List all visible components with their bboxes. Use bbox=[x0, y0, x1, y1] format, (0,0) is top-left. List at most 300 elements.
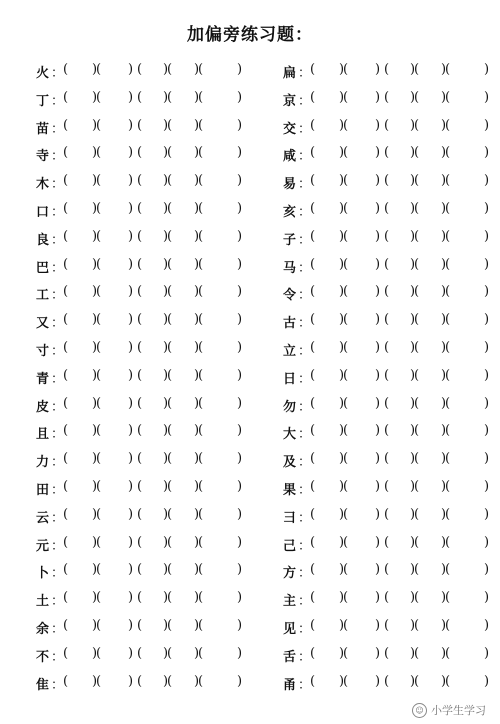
paren-close: ) bbox=[237, 117, 243, 133]
paren-open: ( bbox=[198, 451, 204, 467]
paren-open: ( bbox=[167, 673, 173, 689]
paren-open: ( bbox=[167, 339, 173, 355]
paren-close: ) bbox=[441, 423, 447, 439]
exercise-row bbox=[283, 419, 490, 447]
paren-close: ) bbox=[92, 228, 98, 244]
paren-open: ( bbox=[445, 395, 451, 411]
colon: ： bbox=[51, 204, 65, 220]
paren-close: ) bbox=[375, 451, 381, 467]
paren-close: ) bbox=[339, 451, 345, 467]
base-character: 日 bbox=[283, 371, 297, 387]
paren-open: ( bbox=[384, 339, 390, 355]
paren-close: ) bbox=[441, 284, 447, 300]
paren-open: ( bbox=[63, 562, 69, 578]
paren-open: ( bbox=[343, 562, 349, 578]
colon: ： bbox=[51, 455, 65, 471]
paren-close: ) bbox=[92, 89, 98, 105]
paren-open: ( bbox=[310, 173, 316, 189]
paren-open: ( bbox=[343, 590, 349, 606]
paren-open: ( bbox=[96, 590, 102, 606]
paren-close: ) bbox=[128, 395, 134, 411]
paren-open: ( bbox=[137, 228, 143, 244]
paren-open: ( bbox=[445, 451, 451, 467]
paren-open: ( bbox=[96, 534, 102, 550]
paren-close: ) bbox=[375, 562, 381, 578]
paren-close: ) bbox=[410, 562, 416, 578]
colon: ： bbox=[298, 93, 312, 109]
paren-open: ( bbox=[137, 562, 143, 578]
exercise-row bbox=[283, 447, 490, 475]
paren-open: ( bbox=[198, 256, 204, 272]
paren-close: ) bbox=[441, 534, 447, 550]
paren-close: ) bbox=[441, 256, 447, 272]
paren-close: ) bbox=[375, 312, 381, 328]
exercise-row bbox=[283, 503, 490, 531]
paren-open: ( bbox=[384, 117, 390, 133]
exercise-row bbox=[36, 280, 243, 308]
paren-open: ( bbox=[167, 534, 173, 550]
base-character: 见 bbox=[283, 621, 297, 637]
paren-open: ( bbox=[63, 256, 69, 272]
paren-open: ( bbox=[63, 645, 69, 661]
paren-close: ) bbox=[375, 339, 381, 355]
colon: ： bbox=[51, 177, 65, 193]
paren-open: ( bbox=[384, 451, 390, 467]
paren-open: ( bbox=[414, 673, 420, 689]
colon: ： bbox=[51, 288, 65, 304]
paren-open: ( bbox=[63, 117, 69, 133]
paren-open: ( bbox=[343, 423, 349, 439]
colon: ： bbox=[51, 510, 65, 526]
paren-open: ( bbox=[167, 645, 173, 661]
paren-close: ) bbox=[484, 451, 490, 467]
paren-close: ) bbox=[128, 256, 134, 272]
paren-open: ( bbox=[310, 590, 316, 606]
paren-open: ( bbox=[343, 284, 349, 300]
paren-open: ( bbox=[384, 367, 390, 383]
paren-close: ) bbox=[441, 62, 447, 77]
paren-close: ) bbox=[410, 339, 416, 355]
paren-open: ( bbox=[167, 145, 173, 161]
paren-open: ( bbox=[343, 617, 349, 633]
exercise-row bbox=[36, 586, 243, 614]
paren-open: ( bbox=[445, 673, 451, 689]
paren-close: ) bbox=[339, 617, 345, 633]
paren-open: ( bbox=[384, 89, 390, 105]
paren-close: ) bbox=[339, 534, 345, 550]
paren-open: ( bbox=[167, 395, 173, 411]
paren-open: ( bbox=[63, 673, 69, 689]
base-character: 青 bbox=[36, 371, 50, 387]
paren-close: ) bbox=[163, 645, 169, 661]
paren-open: ( bbox=[310, 284, 316, 300]
paren-open: ( bbox=[384, 534, 390, 550]
paren-open: ( bbox=[63, 451, 69, 467]
colon: ： bbox=[51, 621, 65, 637]
paren-open: ( bbox=[137, 145, 143, 161]
paren-open: ( bbox=[445, 478, 451, 494]
paren-close: ) bbox=[375, 395, 381, 411]
colon: ： bbox=[298, 566, 312, 582]
paren-open: ( bbox=[445, 367, 451, 383]
colon: ： bbox=[298, 177, 312, 193]
paren-close: ) bbox=[410, 256, 416, 272]
paren-close: ) bbox=[441, 673, 447, 689]
paren-close: ) bbox=[441, 145, 447, 161]
paren-close: ) bbox=[410, 590, 416, 606]
paren-close: ) bbox=[128, 478, 134, 494]
exercise-row bbox=[36, 169, 243, 197]
colon: ： bbox=[51, 594, 65, 610]
paren-close: ) bbox=[441, 339, 447, 355]
paren-open: ( bbox=[63, 367, 69, 383]
paren-open: ( bbox=[198, 534, 204, 550]
exercise-row bbox=[36, 642, 243, 670]
paren-close: ) bbox=[484, 590, 490, 606]
paren-open: ( bbox=[96, 617, 102, 633]
paren-open: ( bbox=[310, 339, 316, 355]
paren-close: ) bbox=[163, 617, 169, 633]
paren-close: ) bbox=[128, 339, 134, 355]
paren-open: ( bbox=[198, 367, 204, 383]
paren-open: ( bbox=[137, 339, 143, 355]
paren-close: ) bbox=[163, 534, 169, 550]
paren-close: ) bbox=[484, 62, 490, 77]
paren-open: ( bbox=[63, 284, 69, 300]
paren-close: ) bbox=[194, 534, 200, 550]
paren-open: ( bbox=[198, 145, 204, 161]
base-character: 云 bbox=[36, 510, 50, 526]
paren-open: ( bbox=[384, 256, 390, 272]
paren-open: ( bbox=[384, 395, 390, 411]
paren-close: ) bbox=[484, 673, 490, 689]
paren-close: ) bbox=[194, 284, 200, 300]
exercise-row bbox=[283, 169, 490, 197]
paren-open: ( bbox=[414, 173, 420, 189]
colon: ： bbox=[51, 232, 65, 248]
exercise-row bbox=[283, 141, 490, 169]
paren-close: ) bbox=[237, 228, 243, 244]
paren-close: ) bbox=[194, 506, 200, 522]
paren-close: ) bbox=[237, 89, 243, 105]
base-character: 果 bbox=[283, 482, 297, 498]
paren-close: ) bbox=[441, 645, 447, 661]
paren-open: ( bbox=[414, 590, 420, 606]
paren-close: ) bbox=[237, 534, 243, 550]
exercise-row bbox=[283, 114, 490, 142]
paren-close: ) bbox=[484, 228, 490, 244]
paren-open: ( bbox=[167, 367, 173, 383]
exercise-row bbox=[36, 86, 243, 114]
paren-open: ( bbox=[343, 200, 349, 216]
paren-open: ( bbox=[310, 617, 316, 633]
paren-close: ) bbox=[484, 339, 490, 355]
paren-open: ( bbox=[167, 117, 173, 133]
paren-close: ) bbox=[339, 645, 345, 661]
paren-close: ) bbox=[441, 367, 447, 383]
paren-open: ( bbox=[384, 423, 390, 439]
paren-close: ) bbox=[484, 506, 490, 522]
exercise-row bbox=[36, 670, 243, 698]
paren-close: ) bbox=[194, 451, 200, 467]
paren-close: ) bbox=[441, 200, 447, 216]
paren-open: ( bbox=[137, 367, 143, 383]
paren-open: ( bbox=[96, 284, 102, 300]
paren-close: ) bbox=[194, 256, 200, 272]
paren-close: ) bbox=[375, 284, 381, 300]
base-character: 土 bbox=[36, 594, 50, 610]
paren-close: ) bbox=[128, 62, 134, 77]
paren-open: ( bbox=[384, 673, 390, 689]
paren-close: ) bbox=[92, 506, 98, 522]
paren-open: ( bbox=[96, 89, 102, 105]
paren-close: ) bbox=[92, 256, 98, 272]
paren-open: ( bbox=[167, 62, 173, 77]
paren-close: ) bbox=[237, 478, 243, 494]
paren-open: ( bbox=[343, 645, 349, 661]
colon: ： bbox=[298, 232, 312, 248]
paren-open: ( bbox=[96, 339, 102, 355]
paren-open: ( bbox=[137, 451, 143, 467]
base-character: 立 bbox=[283, 343, 297, 359]
paren-close: ) bbox=[128, 506, 134, 522]
exercise-row bbox=[36, 475, 243, 503]
paren-open: ( bbox=[137, 173, 143, 189]
paren-open: ( bbox=[198, 62, 204, 77]
paren-close: ) bbox=[375, 228, 381, 244]
left-column bbox=[36, 58, 243, 697]
colon: ： bbox=[298, 482, 312, 498]
colon: ： bbox=[51, 149, 65, 165]
paren-close: ) bbox=[410, 89, 416, 105]
paren-close: ) bbox=[163, 451, 169, 467]
paren-open: ( bbox=[96, 173, 102, 189]
base-character: 口 bbox=[36, 204, 50, 220]
paren-open: ( bbox=[198, 673, 204, 689]
paren-close: ) bbox=[128, 228, 134, 244]
colon: ： bbox=[51, 482, 65, 498]
colon: ： bbox=[51, 93, 65, 109]
paren-open: ( bbox=[198, 645, 204, 661]
paren-close: ) bbox=[163, 478, 169, 494]
paren-open: ( bbox=[384, 590, 390, 606]
paren-open: ( bbox=[63, 89, 69, 105]
colon: ： bbox=[51, 427, 65, 443]
paren-open: ( bbox=[414, 506, 420, 522]
paren-close: ) bbox=[92, 339, 98, 355]
paren-close: ) bbox=[410, 284, 416, 300]
paren-open: ( bbox=[198, 117, 204, 133]
paren-open: ( bbox=[310, 367, 316, 383]
paren-close: ) bbox=[410, 423, 416, 439]
paren-close: ) bbox=[163, 89, 169, 105]
paren-close: ) bbox=[237, 62, 243, 77]
paren-open: ( bbox=[167, 478, 173, 494]
base-character: 力 bbox=[36, 455, 50, 471]
paren-open: ( bbox=[137, 617, 143, 633]
base-character: 且 bbox=[36, 427, 50, 443]
paren-close: ) bbox=[128, 89, 134, 105]
paren-open: ( bbox=[96, 117, 102, 133]
paren-close: ) bbox=[92, 145, 98, 161]
paren-open: ( bbox=[445, 645, 451, 661]
paren-close: ) bbox=[484, 256, 490, 272]
exercise-row bbox=[36, 58, 243, 86]
colon: ： bbox=[298, 260, 312, 276]
colon: ： bbox=[298, 371, 312, 387]
base-character: 大 bbox=[283, 427, 297, 443]
exercise-row bbox=[36, 419, 243, 447]
exercise-row bbox=[36, 336, 243, 364]
paren-close: ) bbox=[194, 673, 200, 689]
paren-open: ( bbox=[343, 673, 349, 689]
paren-close: ) bbox=[484, 617, 490, 633]
paren-open: ( bbox=[96, 145, 102, 161]
exercise-row bbox=[283, 336, 490, 364]
paren-close: ) bbox=[410, 534, 416, 550]
paren-close: ) bbox=[339, 89, 345, 105]
paren-close: ) bbox=[237, 645, 243, 661]
base-character: 火 bbox=[36, 66, 50, 81]
paren-open: ( bbox=[414, 534, 420, 550]
wechat-icon: ☺ bbox=[412, 703, 427, 718]
paren-open: ( bbox=[445, 173, 451, 189]
colon: ： bbox=[51, 260, 65, 276]
paren-close: ) bbox=[128, 173, 134, 189]
paren-open: ( bbox=[167, 89, 173, 105]
paren-close: ) bbox=[163, 395, 169, 411]
paren-close: ) bbox=[410, 173, 416, 189]
paren-close: ) bbox=[484, 423, 490, 439]
paren-open: ( bbox=[167, 562, 173, 578]
paren-close: ) bbox=[237, 145, 243, 161]
paren-open: ( bbox=[414, 451, 420, 467]
paren-open: ( bbox=[445, 284, 451, 300]
colon: ： bbox=[298, 538, 312, 554]
paren-close: ) bbox=[128, 645, 134, 661]
exercise-row bbox=[36, 114, 243, 142]
paren-close: ) bbox=[194, 173, 200, 189]
paren-open: ( bbox=[384, 478, 390, 494]
paren-close: ) bbox=[441, 312, 447, 328]
colon: ： bbox=[51, 121, 65, 137]
paren-close: ) bbox=[194, 395, 200, 411]
paren-open: ( bbox=[414, 367, 420, 383]
paren-close: ) bbox=[194, 145, 200, 161]
paren-close: ) bbox=[128, 284, 134, 300]
paren-close: ) bbox=[237, 673, 243, 689]
paren-open: ( bbox=[167, 423, 173, 439]
paren-open: ( bbox=[198, 312, 204, 328]
paren-open: ( bbox=[384, 145, 390, 161]
paren-close: ) bbox=[194, 200, 200, 216]
paren-close: ) bbox=[128, 200, 134, 216]
paren-open: ( bbox=[384, 200, 390, 216]
paren-close: ) bbox=[484, 89, 490, 105]
paren-close: ) bbox=[194, 89, 200, 105]
paren-open: ( bbox=[96, 200, 102, 216]
paren-open: ( bbox=[384, 62, 390, 77]
paren-open: ( bbox=[137, 312, 143, 328]
paren-close: ) bbox=[194, 478, 200, 494]
paren-close: ) bbox=[92, 62, 98, 77]
paren-close: ) bbox=[163, 367, 169, 383]
base-character: 己 bbox=[283, 538, 297, 554]
paren-close: ) bbox=[339, 367, 345, 383]
paren-open: ( bbox=[310, 451, 316, 467]
paren-close: ) bbox=[237, 200, 243, 216]
paren-close: ) bbox=[375, 89, 381, 105]
paren-close: ) bbox=[375, 200, 381, 216]
paren-close: ) bbox=[92, 673, 98, 689]
paren-close: ) bbox=[339, 478, 345, 494]
paren-open: ( bbox=[310, 228, 316, 244]
paren-close: ) bbox=[237, 506, 243, 522]
exercise-row bbox=[36, 558, 243, 586]
paren-open: ( bbox=[414, 312, 420, 328]
paren-close: ) bbox=[441, 89, 447, 105]
colon: ： bbox=[298, 677, 312, 693]
paren-close: ) bbox=[92, 395, 98, 411]
paren-open: ( bbox=[96, 451, 102, 467]
colon: ： bbox=[51, 649, 65, 665]
paren-open: ( bbox=[198, 590, 204, 606]
paren-open: ( bbox=[63, 506, 69, 522]
paren-close: ) bbox=[194, 590, 200, 606]
paren-close: ) bbox=[92, 617, 98, 633]
paren-close: ) bbox=[484, 200, 490, 216]
colon: ： bbox=[51, 677, 65, 693]
paren-close: ) bbox=[410, 62, 416, 77]
base-character: 苗 bbox=[36, 121, 50, 137]
paren-close: ) bbox=[410, 200, 416, 216]
paren-close: ) bbox=[375, 62, 381, 77]
paren-close: ) bbox=[128, 423, 134, 439]
paren-close: ) bbox=[194, 562, 200, 578]
exercise-row bbox=[283, 670, 490, 698]
paren-close: ) bbox=[484, 312, 490, 328]
paren-close: ) bbox=[163, 673, 169, 689]
paren-open: ( bbox=[198, 562, 204, 578]
paren-close: ) bbox=[410, 312, 416, 328]
paren-open: ( bbox=[167, 590, 173, 606]
colon: ： bbox=[51, 66, 65, 81]
paren-open: ( bbox=[63, 339, 69, 355]
paren-close: ) bbox=[237, 284, 243, 300]
paren-open: ( bbox=[63, 590, 69, 606]
paren-close: ) bbox=[339, 673, 345, 689]
paren-close: ) bbox=[441, 173, 447, 189]
paren-close: ) bbox=[194, 617, 200, 633]
paren-close: ) bbox=[128, 534, 134, 550]
paren-close: ) bbox=[128, 590, 134, 606]
base-character: 良 bbox=[36, 232, 50, 248]
paren-open: ( bbox=[63, 145, 69, 161]
paren-close: ) bbox=[128, 451, 134, 467]
paren-open: ( bbox=[137, 590, 143, 606]
paren-close: ) bbox=[441, 617, 447, 633]
paren-open: ( bbox=[445, 228, 451, 244]
paren-open: ( bbox=[343, 506, 349, 522]
exercise-row bbox=[36, 225, 243, 253]
paren-close: ) bbox=[339, 256, 345, 272]
exercise-row bbox=[283, 364, 490, 392]
paren-open: ( bbox=[310, 145, 316, 161]
paren-open: ( bbox=[445, 534, 451, 550]
paren-close: ) bbox=[128, 562, 134, 578]
paren-open: ( bbox=[96, 312, 102, 328]
base-character: 扁 bbox=[283, 66, 297, 81]
